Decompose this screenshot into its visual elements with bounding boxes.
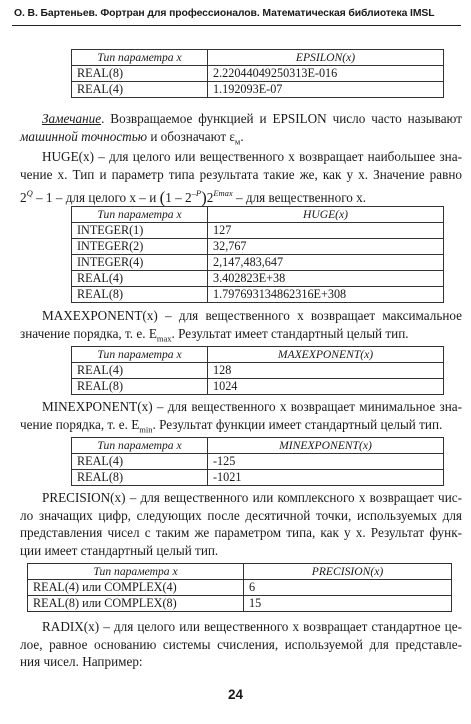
table-row xyxy=(72,66,444,82)
column-header: Тип параметра x xyxy=(72,438,208,454)
table-cell: 2.22044049250313E-016 xyxy=(208,66,444,82)
table-cell: REAL(4) или COMPLEX(4) xyxy=(28,580,244,596)
table-row xyxy=(72,470,444,486)
table-row xyxy=(72,223,444,239)
table-cell: INTEGER(4) xyxy=(72,255,208,271)
column-header: HUGE(x) xyxy=(208,207,444,223)
table-cell: REAL(8) xyxy=(72,470,208,486)
table-cell: INTEGER(2) xyxy=(72,239,208,255)
table-cell: REAL(4) xyxy=(72,82,208,98)
table-row xyxy=(28,580,452,596)
radix-paragraph: RADIX(x) – для целого или вещественного x возвращает стандартное це- лое, равное основанию системы счисления, используемой для представле- ния чисел. Например: xyxy=(20,619,462,670)
table-cell: INTEGER(1) xyxy=(72,223,208,239)
table-cell: -125 xyxy=(208,454,444,470)
table-cell: REAL(8) или COMPLEX(8) xyxy=(28,596,244,612)
table-row xyxy=(72,454,444,470)
column-header: Тип параметра x xyxy=(72,347,208,363)
maxexponent-table xyxy=(71,346,444,395)
column-header: Тип параметра x xyxy=(72,50,208,66)
table-header-row xyxy=(28,564,452,580)
table-cell: 15 xyxy=(244,596,452,612)
table-header-row xyxy=(72,207,444,223)
table-cell: REAL(8) xyxy=(72,379,208,395)
column-header: MAXEXPONENT(x) xyxy=(208,347,444,363)
minexponent-paragraph: MINEXPONENT(x) – для вещественного x возвращает минимальное зна- чение порядка, т. е. $E_{min}$. Результат функции имеет стандартный целый тип. xyxy=(20,399,462,435)
table-header-row xyxy=(72,50,444,66)
table-cell: 127 xyxy=(208,223,444,239)
table-cell: 32,767 xyxy=(208,239,444,255)
column-header: Тип параметра x xyxy=(28,564,244,580)
table-cell: 1.797693134862316E+308 xyxy=(208,287,444,303)
table-cell: REAL(4) xyxy=(72,454,208,470)
table-cell: REAL(4) xyxy=(72,363,208,379)
table-row xyxy=(72,363,444,379)
precision-paragraph: PRECISION(x) – для вещественного или комплексного x возвращает чис- ло значащих цифр, следующих после десятичной точки, используемых для представления чисел с таким же параметром типа, как у x. Результат функ- ции имеет стандартный целый тип. xyxy=(20,490,462,558)
header-rule xyxy=(12,25,461,26)
running-header: О. В. Бартеньев. Фортран для профессионалов. Математическая библиотека IMSL xyxy=(14,8,435,19)
table-cell: REAL(8) xyxy=(72,66,208,82)
precision-table xyxy=(27,563,452,612)
table-row xyxy=(72,379,444,395)
minexponent-table xyxy=(71,437,444,486)
table-cell: 1.192093E-07 xyxy=(208,82,444,98)
note-label: Замечание xyxy=(42,111,102,126)
table-cell: 6 xyxy=(244,580,452,596)
huge-paragraph: HUGE(x) – для целого или вещественного x возвращает наибольшее зна- чение x. Тип и параметр типа результата такие же, как у x. Значение равно xyxy=(20,149,462,182)
page-number: 24 xyxy=(227,687,244,702)
table-cell: 2,147,483,647 xyxy=(208,255,444,271)
table-cell: REAL(4) xyxy=(72,271,208,287)
note-paragraph: Замечание. Возвращаемое функцией и EPSILON число часто называют машинной точностью и обозначают $\varepsilon_м$. xyxy=(20,111,462,147)
table-header-row xyxy=(72,438,444,454)
table-row xyxy=(72,271,444,287)
table-row xyxy=(72,82,444,98)
column-header: PRECISION(x) xyxy=(244,564,452,580)
table-cell: -1021 xyxy=(208,470,444,486)
table-cell: 3.402823E+38 xyxy=(208,271,444,287)
huge-table xyxy=(71,206,444,303)
table-row xyxy=(28,596,452,612)
table-row xyxy=(72,239,444,255)
maxexponent-paragraph: MAXEXPONENT(x) – для вещественного x возвращает максимальное значение порядка, т. е. $E_{max}$. Результат имеет стандартный целый тип. xyxy=(20,308,462,344)
table-cell: 1024 xyxy=(208,379,444,395)
table-row xyxy=(72,287,444,303)
table-row xyxy=(72,255,444,271)
table-cell: 128 xyxy=(208,363,444,379)
column-header: MINEXPONENT(x) xyxy=(208,438,444,454)
huge-formula: $2^Q - 1$ – для целого x – и $(1 - 2^{-P})2^{Emax}$ – для вещественного x. xyxy=(20,188,367,207)
table-header-row xyxy=(72,347,444,363)
epsilon-table xyxy=(71,49,444,98)
table-cell: REAL(8) xyxy=(72,287,208,303)
column-header: EPSILON(x) xyxy=(208,50,444,66)
column-header: Тип параметра x xyxy=(72,207,208,223)
